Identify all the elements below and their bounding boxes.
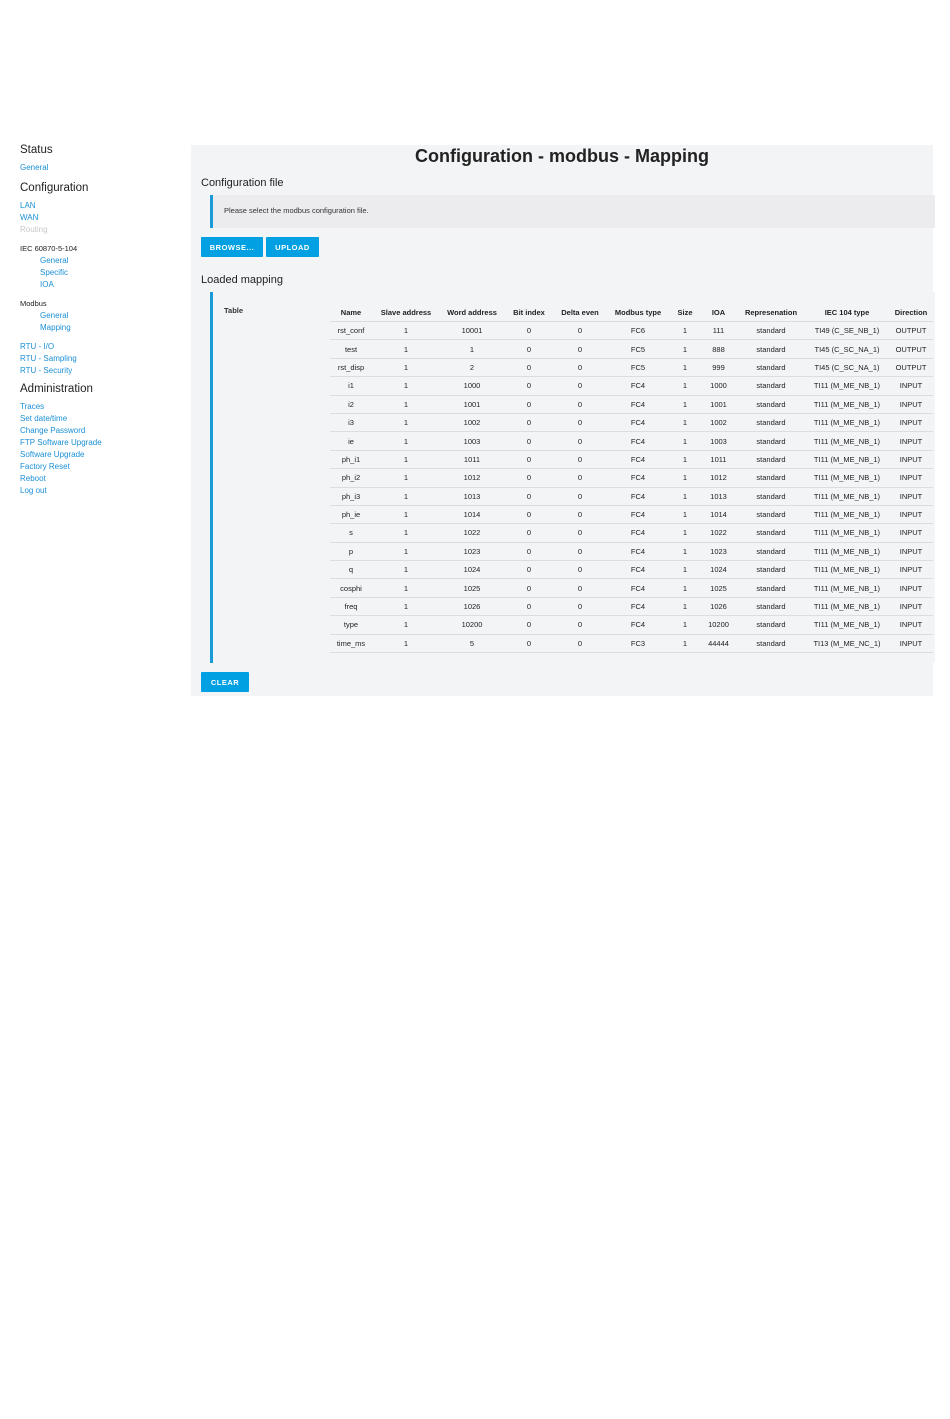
table-cell: ie — [330, 432, 372, 450]
sidebar-heading-administration: Administration — [20, 383, 93, 395]
sidebar-item-reboot[interactable]: Reboot — [20, 474, 46, 483]
table-cell: 0 — [554, 413, 606, 431]
table-cell: INPUT — [889, 469, 933, 487]
column-header: Size — [677, 307, 693, 317]
table-cell: 1025 — [440, 579, 504, 597]
table-cell: 1 — [670, 579, 700, 597]
table-cell: 1 — [670, 340, 700, 358]
sidebar-heading-modbus: Modbus — [20, 299, 47, 308]
table-cell: INPUT — [889, 634, 933, 652]
table-cell: standard — [737, 358, 805, 376]
table-cell: 1001 — [700, 395, 737, 413]
table-cell: 1 — [372, 322, 440, 340]
table-cell: 1 — [372, 358, 440, 376]
table-cell: standard — [737, 634, 805, 652]
table-cell: 1 — [372, 450, 440, 468]
sidebar-item-set-datetime[interactable]: Set date/time — [20, 414, 68, 423]
table-cell: FC4 — [606, 395, 670, 413]
table-cell: 1 — [440, 340, 504, 358]
table-cell: 0 — [504, 505, 554, 523]
table-cell: INPUT — [889, 597, 933, 615]
table-cell: 1024 — [700, 561, 737, 579]
table-cell: standard — [737, 542, 805, 560]
column-header: Name — [340, 307, 362, 317]
table-cell: 1 — [670, 487, 700, 505]
table-cell: 1 — [372, 395, 440, 413]
table-cell: 0 — [554, 524, 606, 542]
table-cell: TI11 (M_ME_NB_1) — [805, 561, 889, 579]
table-cell: 0 — [554, 505, 606, 523]
table-cell: INPUT — [889, 487, 933, 505]
table-cell: time_ms — [330, 634, 372, 652]
sidebar-item-routing: Routing — [20, 225, 48, 234]
table-cell: standard — [737, 524, 805, 542]
table-cell: 1013 — [700, 487, 737, 505]
table-cell: 1001 — [440, 395, 504, 413]
mapping-table — [330, 303, 933, 653]
main-panel — [191, 145, 933, 696]
table-cell: 0 — [554, 322, 606, 340]
table-row — [330, 322, 933, 340]
table-cell: 0 — [554, 358, 606, 376]
table-cell: 0 — [554, 597, 606, 615]
column-header: Modbus type — [614, 307, 662, 317]
sidebar-item-change-password[interactable]: Change Password — [20, 426, 86, 435]
table-cell: 1 — [372, 524, 440, 542]
column-header: Delta even — [561, 307, 599, 317]
table-cell: 0 — [554, 432, 606, 450]
loaded-mapping-box — [210, 292, 935, 663]
table-cell: i1 — [330, 377, 372, 395]
table-row — [330, 377, 933, 395]
table-cell: 1 — [670, 505, 700, 523]
table-cell: 1024 — [440, 561, 504, 579]
table-cell: INPUT — [889, 413, 933, 431]
table-cell: FC4 — [606, 505, 670, 523]
table-cell: 1 — [372, 432, 440, 450]
table-cell: 1011 — [440, 450, 504, 468]
table-cell: INPUT — [889, 450, 933, 468]
table-cell: 0 — [504, 377, 554, 395]
table-cell: 0 — [554, 469, 606, 487]
table-cell: i3 — [330, 413, 372, 431]
table-cell: 1 — [372, 413, 440, 431]
table-cell: TI11 (M_ME_NB_1) — [805, 395, 889, 413]
table-cell: i2 — [330, 395, 372, 413]
table-cell: 1026 — [700, 597, 737, 615]
table-row — [330, 579, 933, 597]
table-cell: standard — [737, 377, 805, 395]
table-cell: TI11 (M_ME_NB_1) — [805, 413, 889, 431]
table-cell: TI11 (M_ME_NB_1) — [805, 505, 889, 523]
table-cell: 0 — [504, 340, 554, 358]
table-cell: 1014 — [440, 505, 504, 523]
table-cell: s — [330, 524, 372, 542]
table-cell: p — [330, 542, 372, 560]
sidebar-item-modbus-mapping[interactable]: Mapping — [40, 323, 71, 332]
table-label: Table — [224, 306, 244, 315]
table-cell: FC4 — [606, 432, 670, 450]
sidebar-heading-status: Status — [20, 144, 53, 156]
clear-button[interactable]: CLEAR — [201, 672, 249, 692]
table-row — [330, 340, 933, 358]
column-header: Bit index — [513, 307, 545, 317]
table-cell: FC4 — [606, 579, 670, 597]
table-cell: 1 — [372, 469, 440, 487]
table-cell: standard — [737, 616, 805, 634]
table-cell: 1002 — [440, 413, 504, 431]
table-cell: test — [330, 340, 372, 358]
table-cell: 44444 — [700, 634, 737, 652]
table-cell: FC4 — [606, 413, 670, 431]
table-cell: standard — [737, 487, 805, 505]
table-cell: 1014 — [700, 505, 737, 523]
table-cell: 2 — [440, 358, 504, 376]
sidebar-item-iec-general[interactable]: General — [40, 256, 69, 265]
table-cell: 10200 — [440, 616, 504, 634]
table-cell: TI11 (M_ME_NB_1) — [805, 487, 889, 505]
table-cell: INPUT — [889, 616, 933, 634]
config-file-message: Please select the modbus configuration file. — [224, 206, 369, 215]
table-cell: TI11 (M_ME_NB_1) — [805, 579, 889, 597]
table-cell: 1022 — [700, 524, 737, 542]
table-row — [330, 561, 933, 579]
table-cell: 0 — [504, 322, 554, 340]
sidebar-item-factory-reset[interactable]: Factory Reset — [20, 462, 70, 471]
table-cell: standard — [737, 395, 805, 413]
sidebar-item-logout[interactable]: Log out — [20, 486, 47, 495]
table-cell: TI11 (M_ME_NB_1) — [805, 616, 889, 634]
table-cell: 0 — [504, 469, 554, 487]
table-cell: 1023 — [700, 542, 737, 560]
table-cell: 1 — [670, 395, 700, 413]
table-cell: standard — [737, 413, 805, 431]
table-cell: ph_i3 — [330, 487, 372, 505]
column-header: Direction — [894, 307, 928, 317]
table-cell: OUTPUT — [889, 322, 933, 340]
table-cell: 1003 — [440, 432, 504, 450]
table-cell: OUTPUT — [889, 340, 933, 358]
table-row — [330, 542, 933, 560]
sidebar-heading-configuration: Configuration — [20, 182, 89, 194]
table-cell: 1 — [372, 505, 440, 523]
table-row — [330, 597, 933, 615]
table-cell: standard — [737, 597, 805, 615]
table-row — [330, 634, 933, 652]
table-cell: standard — [737, 432, 805, 450]
table-cell: 1012 — [440, 469, 504, 487]
table-cell: 1 — [670, 542, 700, 560]
table-cell: 1 — [670, 524, 700, 542]
sidebar-item-iec-specific[interactable]: Specific — [40, 268, 69, 277]
table-cell: 0 — [504, 487, 554, 505]
table-cell: 0 — [554, 561, 606, 579]
table-cell: 999 — [700, 358, 737, 376]
table-cell: 0 — [504, 561, 554, 579]
table-cell: 0 — [504, 634, 554, 652]
table-cell: FC4 — [606, 487, 670, 505]
table-cell: 0 — [554, 542, 606, 560]
sidebar-nav — [20, 142, 185, 497]
table-cell: 0 — [554, 340, 606, 358]
table-cell: FC4 — [606, 561, 670, 579]
sidebar-item-ftp-upgrade[interactable]: FTP Software Upgrade — [20, 438, 102, 447]
table-cell: FC4 — [606, 450, 670, 468]
table-cell: q — [330, 561, 372, 579]
table-cell: FC4 — [606, 542, 670, 560]
table-cell: 1 — [670, 413, 700, 431]
table-cell: INPUT — [889, 542, 933, 560]
loaded-mapping-heading: Loaded mapping — [201, 274, 283, 286]
config-file-notice — [210, 195, 935, 228]
table-row — [330, 469, 933, 487]
table-cell: FC4 — [606, 597, 670, 615]
table-row — [330, 524, 933, 542]
table-cell: TI49 (C_SE_NB_1) — [805, 322, 889, 340]
table-cell: INPUT — [889, 524, 933, 542]
sidebar-item-iec-ioa[interactable]: IOA — [40, 280, 54, 289]
config-file-heading: Configuration file — [201, 177, 284, 189]
table-cell: ph_i2 — [330, 469, 372, 487]
table-cell: type — [330, 616, 372, 634]
column-header: Slave address — [380, 307, 432, 317]
table-cell: TI45 (C_SC_NA_1) — [805, 358, 889, 376]
table-cell: INPUT — [889, 432, 933, 450]
table-cell: rst_disp — [330, 358, 372, 376]
table-cell: 1 — [670, 322, 700, 340]
table-cell: TI11 (M_ME_NB_1) — [805, 597, 889, 615]
table-cell: 0 — [554, 487, 606, 505]
table-cell: 1 — [372, 597, 440, 615]
table-cell: 1 — [670, 450, 700, 468]
table-cell: TI11 (M_ME_NB_1) — [805, 542, 889, 560]
table-cell: freq — [330, 597, 372, 615]
table-cell: standard — [737, 322, 805, 340]
table-cell: 0 — [504, 413, 554, 431]
table-header-row — [330, 303, 933, 322]
sidebar-item-lan[interactable]: LAN — [20, 201, 36, 210]
table-cell: 1025 — [700, 579, 737, 597]
table-cell: 0 — [554, 395, 606, 413]
table-cell: 1 — [670, 634, 700, 652]
sidebar-item-software-upgrade[interactable]: Software Upgrade — [20, 450, 85, 459]
table-cell: rst_conf — [330, 322, 372, 340]
table-cell: INPUT — [889, 377, 933, 395]
table-cell: 0 — [504, 450, 554, 468]
table-cell: 0 — [504, 616, 554, 634]
table-cell: INPUT — [889, 395, 933, 413]
table-cell: 0 — [504, 597, 554, 615]
table-cell: 1 — [670, 432, 700, 450]
table-cell: 0 — [504, 395, 554, 413]
table-cell: 1 — [372, 561, 440, 579]
table-cell: 1 — [670, 597, 700, 615]
sidebar-item-traces[interactable]: Traces — [20, 402, 45, 411]
table-cell: ph_i1 — [330, 450, 372, 468]
table-cell: OUTPUT — [889, 358, 933, 376]
column-header: Represenation — [744, 307, 798, 317]
table-cell: TI11 (M_ME_NB_1) — [805, 432, 889, 450]
table-row — [330, 450, 933, 468]
sidebar-item-status-general[interactable]: General — [20, 163, 49, 172]
table-cell: TI45 (C_SC_NA_1) — [805, 340, 889, 358]
table-cell: 1012 — [700, 469, 737, 487]
table-row — [330, 505, 933, 523]
browse-button[interactable]: BROWSE... — [201, 237, 263, 257]
sidebar-heading-iec: IEC 60870-5-104 — [20, 244, 78, 253]
table-cell: INPUT — [889, 505, 933, 523]
table-cell: 0 — [504, 524, 554, 542]
table-cell: ph_ie — [330, 505, 372, 523]
table-cell: 1 — [372, 340, 440, 358]
table-cell: 10200 — [700, 616, 737, 634]
table-cell: 5 — [440, 634, 504, 652]
table-cell: TI13 (M_ME_NC_1) — [805, 634, 889, 652]
sidebar-item-rtu-security[interactable]: RTU - Security — [20, 366, 73, 375]
table-cell: 1011 — [700, 450, 737, 468]
table-cell: standard — [737, 340, 805, 358]
table-cell: 1 — [372, 377, 440, 395]
table-cell: FC5 — [606, 358, 670, 376]
table-cell: 1 — [670, 616, 700, 634]
sidebar-item-rtu-sampling[interactable]: RTU - Sampling — [20, 354, 77, 363]
table-row — [330, 395, 933, 413]
table-cell: 1000 — [700, 377, 737, 395]
table-cell: TI11 (M_ME_NB_1) — [805, 450, 889, 468]
table-cell: 0 — [554, 616, 606, 634]
table-row — [330, 413, 933, 431]
table-cell: TI11 (M_ME_NB_1) — [805, 469, 889, 487]
table-cell: 1 — [670, 469, 700, 487]
table-cell: standard — [737, 450, 805, 468]
table-cell: 1 — [372, 616, 440, 634]
table-cell: INPUT — [889, 579, 933, 597]
column-header: IEC 104 type — [824, 307, 870, 317]
table-cell: 10001 — [440, 322, 504, 340]
table-row — [330, 432, 933, 450]
table-cell: INPUT — [889, 561, 933, 579]
table-cell: 0 — [554, 579, 606, 597]
table-cell: 1 — [372, 634, 440, 652]
sidebar-item-wan[interactable]: WAN — [20, 213, 39, 222]
table-cell: standard — [737, 469, 805, 487]
table-body — [330, 322, 933, 653]
table-cell: cosphi — [330, 579, 372, 597]
table-cell: standard — [737, 561, 805, 579]
table-cell: standard — [737, 505, 805, 523]
table-cell: standard — [737, 579, 805, 597]
table-cell: 1 — [670, 377, 700, 395]
table-cell: 0 — [554, 634, 606, 652]
table-cell: 0 — [504, 579, 554, 597]
sidebar-item-modbus-general[interactable]: General — [40, 311, 69, 320]
table-row — [330, 487, 933, 505]
table-cell: 1002 — [700, 413, 737, 431]
table-cell: FC4 — [606, 524, 670, 542]
table-cell: 0 — [554, 450, 606, 468]
table-cell: 1 — [372, 487, 440, 505]
table-cell: 0 — [504, 542, 554, 560]
table-cell: TI11 (M_ME_NB_1) — [805, 524, 889, 542]
table-cell: 1022 — [440, 524, 504, 542]
column-header: IOA — [711, 307, 726, 317]
table-cell: 1023 — [440, 542, 504, 560]
sidebar-item-rtu-io[interactable]: RTU - I/O — [20, 342, 55, 351]
table-cell: 0 — [504, 358, 554, 376]
table-cell: 888 — [700, 340, 737, 358]
table-cell: 1013 — [440, 487, 504, 505]
column-header: Word address — [447, 307, 497, 317]
table-row — [330, 358, 933, 376]
table-cell: 1 — [670, 358, 700, 376]
table-row — [330, 616, 933, 634]
table-cell: FC5 — [606, 340, 670, 358]
table-cell: 1003 — [700, 432, 737, 450]
table-cell: 111 — [700, 322, 737, 340]
table-cell: 0 — [554, 377, 606, 395]
table-cell: 1000 — [440, 377, 504, 395]
table-cell: 1 — [372, 579, 440, 597]
page-title: Configuration - modbus - Mapping — [415, 146, 709, 166]
table-cell: TI11 (M_ME_NB_1) — [805, 377, 889, 395]
table-cell: 1 — [670, 561, 700, 579]
table-cell: FC4 — [606, 616, 670, 634]
table-cell: FC4 — [606, 377, 670, 395]
table-cell: FC3 — [606, 634, 670, 652]
table-cell: 1026 — [440, 597, 504, 615]
table-cell: FC4 — [606, 469, 670, 487]
table-cell: 1 — [372, 542, 440, 560]
upload-button[interactable]: UPLOAD — [266, 237, 319, 257]
table-cell: 0 — [504, 432, 554, 450]
table-cell: FC6 — [606, 322, 670, 340]
